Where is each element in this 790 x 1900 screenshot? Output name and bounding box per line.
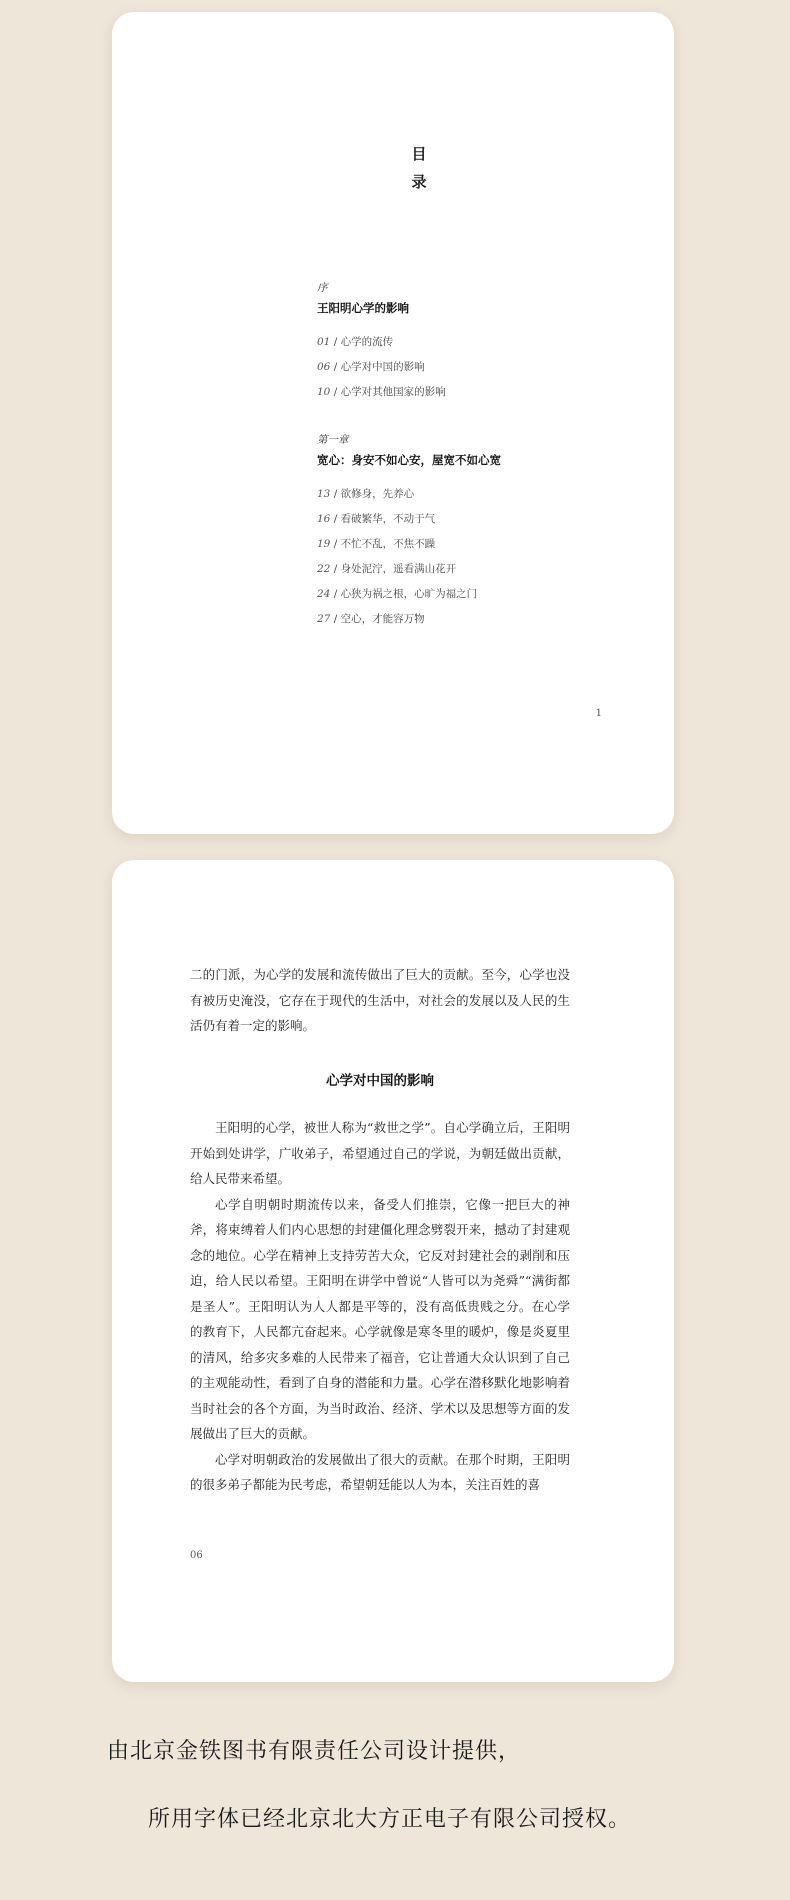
toc-entry[interactable]: 10 / 心学对其他国家的影响 — [317, 386, 446, 398]
toc-entry[interactable]: 01 / 心学的流传 — [317, 336, 394, 348]
toc-entry[interactable]: 27 / 空心，才能容万物 — [317, 613, 425, 625]
section-heading: 心学对中国的影响 — [326, 1073, 434, 1089]
section-heading: 王阳明心学的影响 — [317, 301, 409, 315]
intro-paragraph: 二的门派，为心学的发展和流传做出了巨大的贡献。至今，心学也没有被历史淹没，它存在于现代的生活中，对社会的发展以及人民的生活仍有着一定的影响。 — [190, 967, 570, 1033]
page-number: 1 — [595, 708, 602, 719]
body-paragraph: 王阳明的心学，被世人称为“救世之学”。自心学确立后，王阳明开始到处讲学，广收弟子，希望通过自己的学说，为朝廷做出贡献，给人民带来希望。 — [190, 1120, 570, 1186]
toc-entry[interactable]: 16 / 看破繁华，不动于气 — [317, 513, 436, 525]
body-paragraph: 心学自明朝时期流传以来，备受人们推崇，它像一把巨大的神斧，将束缚着人们内心思想的封建僵化理念劈裂开来，撼动了封建观念的地位。心学在精神上支持劳苦大众，它反对封建社会的剥削和压迫，给人民以希望。王阳明在讲学中曾说“人皆可以为尧舜”“满街都是圣人”。王阳明认为人人都是平等的，没有高低贵贱之分。在心学的教育下，人民都亢奋起来。心学就像是寒冬里的暖炉，像是炎夏里的清风，给多灾多难的人民带来了福音，它让普通大众认识到了自己的主观能动性，看到了自身的潜能和力量。心学在潜移默化地影响着当时社会的各个方面，为当时政治、经济、学术以及思想等方面的发展做出了巨大的贡献。 — [190, 1196, 570, 1441]
body-text — [190, 1115, 570, 1498]
toc-page — [112, 12, 674, 834]
body-paragraph: 心学对明朝政治的发展做出了很大的贡献。在那个时期，王阳明的很多弟子都能为民考虑，希望朝廷能以人为本，关注百姓的喜 — [190, 1451, 570, 1492]
section-label: 第一章 — [317, 434, 349, 446]
toc-section-chapter1 — [317, 432, 501, 632]
toc-title: 目 录 — [411, 145, 427, 191]
toc-section-preface — [317, 280, 446, 405]
section-label: 序 — [317, 282, 328, 294]
toc-entry[interactable]: 06 / 心学对中国的影响 — [317, 361, 425, 373]
caption-line-2: 所用字体已经北京北大方正电子有限公司授权。 — [148, 1807, 632, 1832]
toc-entry[interactable]: 24 / 心狭为祸之根，心旷为福之门 — [317, 588, 478, 600]
text-page — [112, 860, 674, 1682]
caption-line-1: 由北京金铁图书有限责任公司设计提供， — [107, 1739, 522, 1764]
toc-entry[interactable]: 22 / 身处泥泞，遥看满山花开 — [317, 563, 457, 575]
toc-entry[interactable]: 13 / 欲修身，先养心 — [317, 488, 415, 500]
page-number: 06 — [190, 1550, 203, 1561]
toc-entry[interactable]: 19 / 不忙不乱，不焦不躁 — [317, 538, 436, 550]
section-heading: 宽心：身安不如心安，屋宽不如心宽 — [317, 453, 501, 467]
